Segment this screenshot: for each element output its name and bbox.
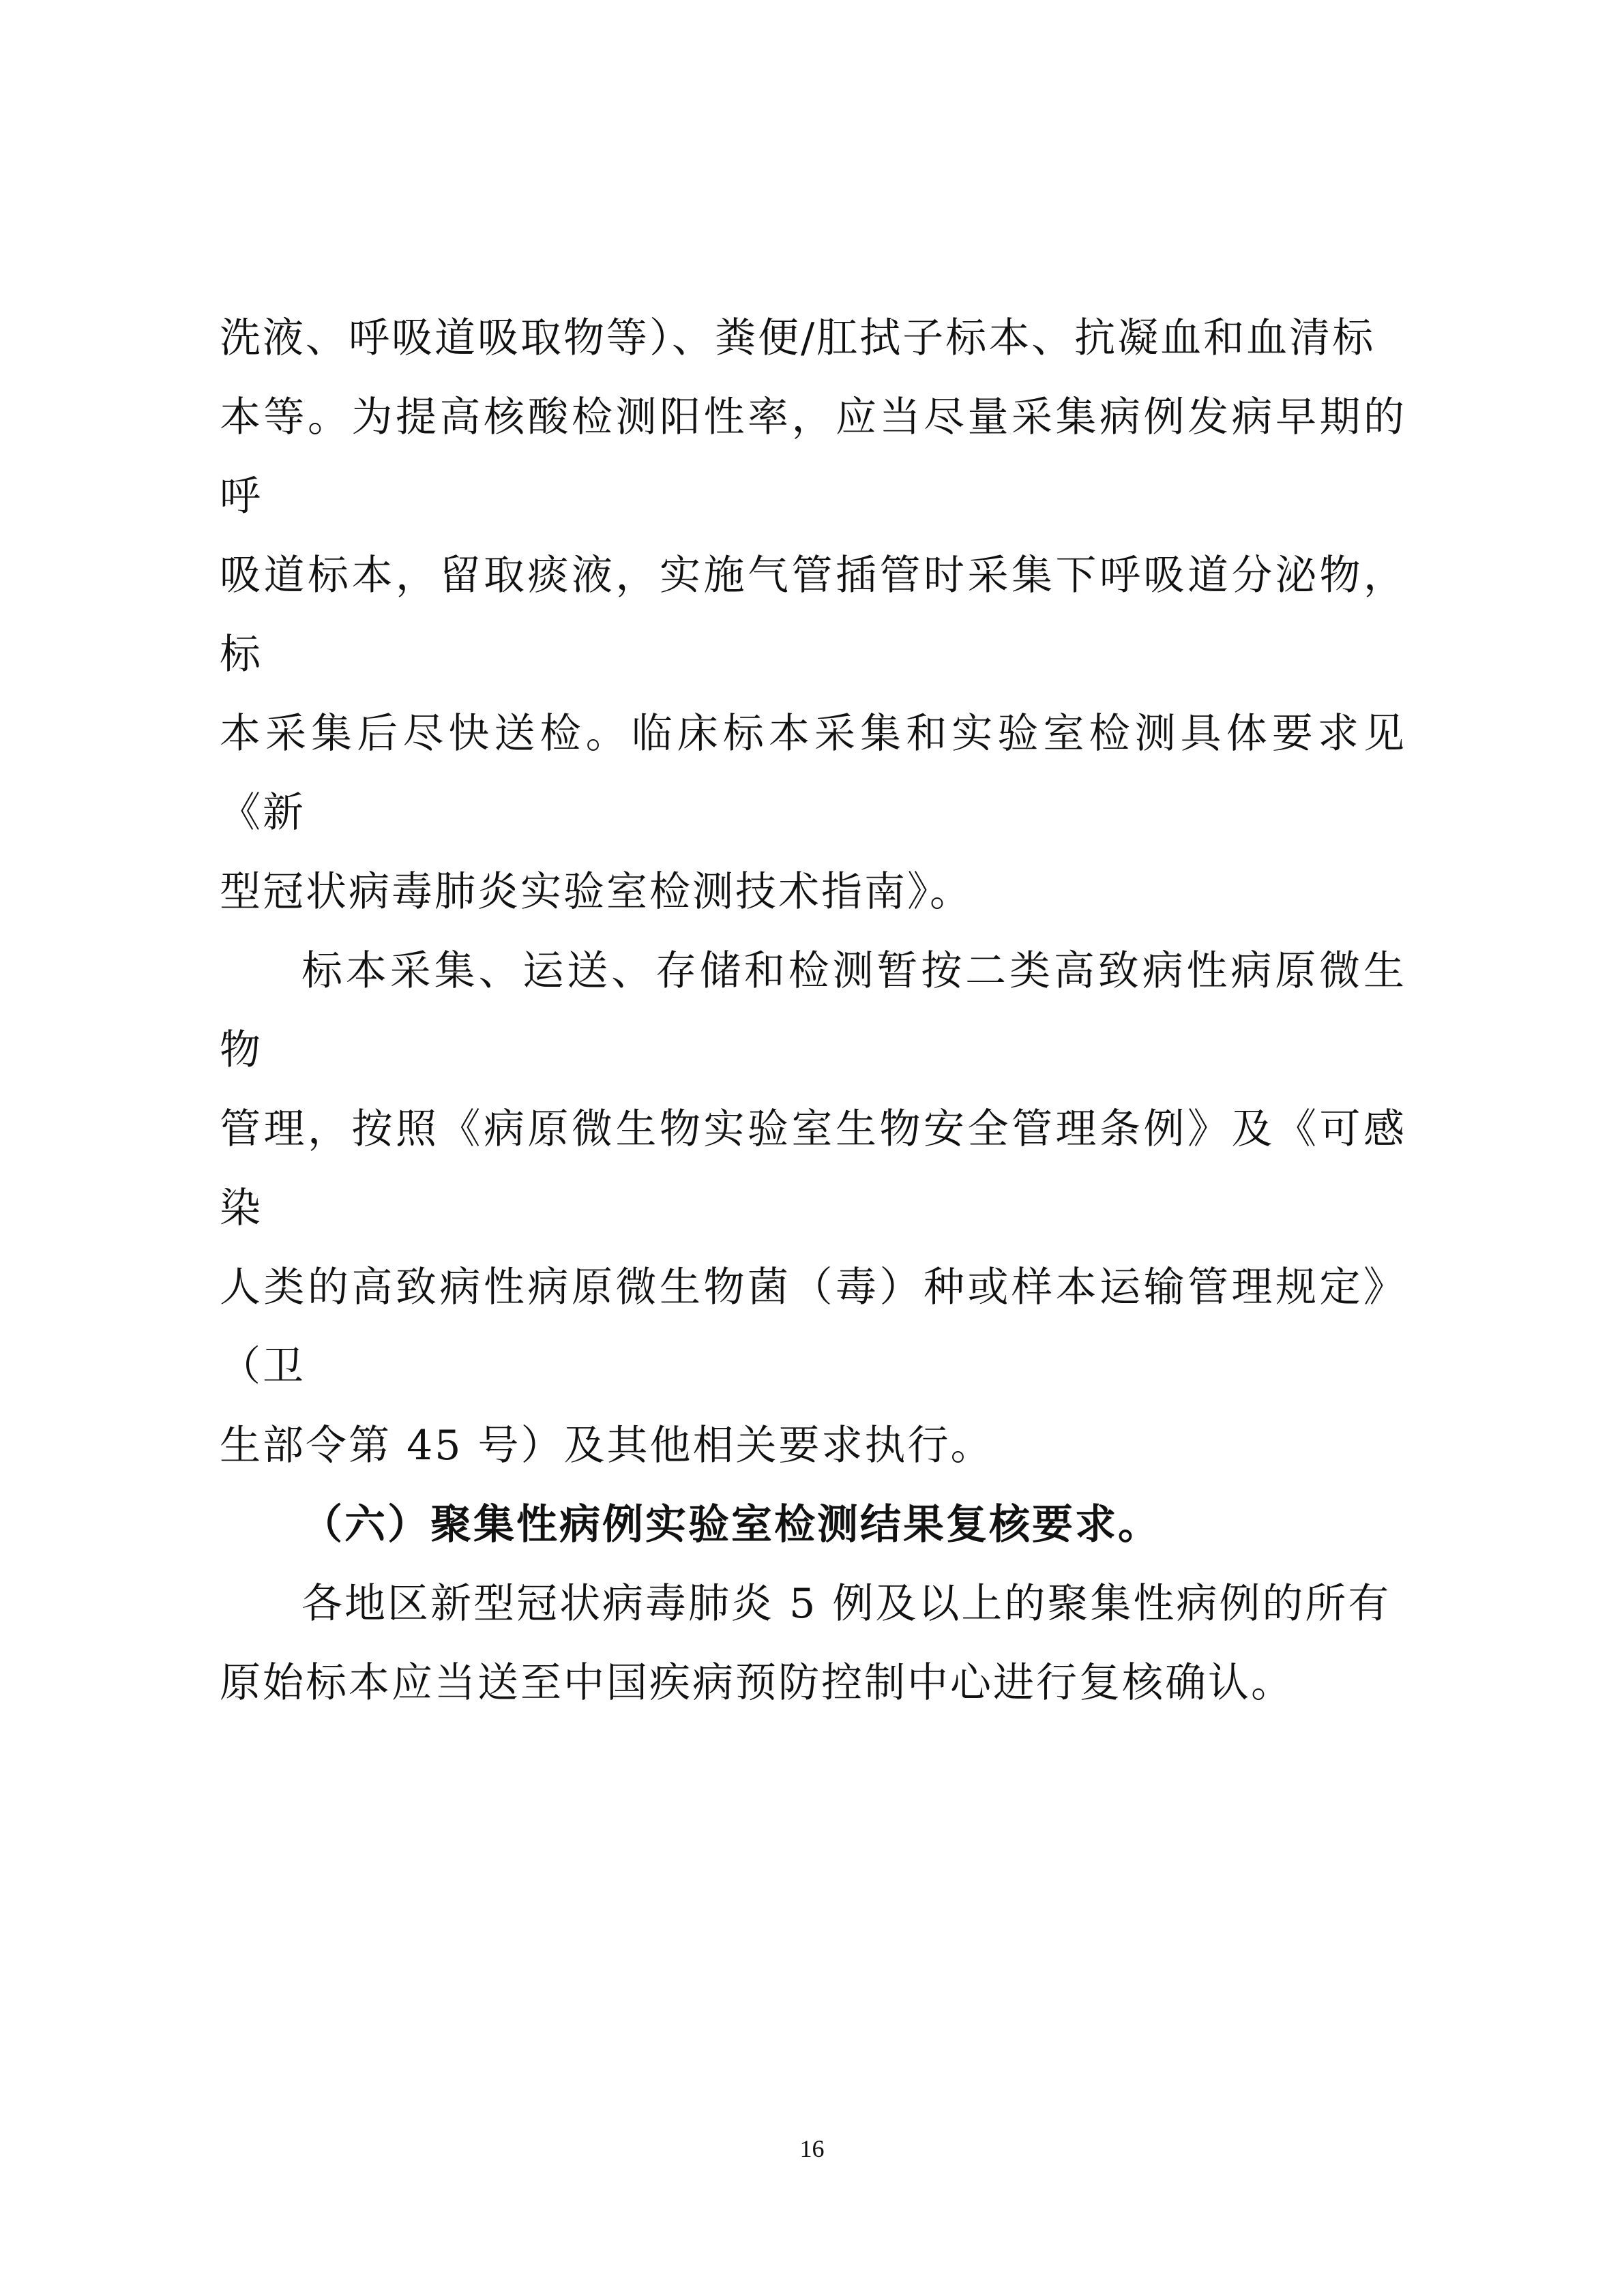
page-number: 16 [799, 2135, 825, 2162]
text-line: 原始标本应当送至中国疾病预防控制中心进行复核确认。 [220, 1659, 1294, 1707]
text-line: 本等。为提高核酸检测阳性率，应当尽量采集病例发病早期的呼 [220, 393, 1406, 520]
document-body [220, 299, 1406, 1723]
text-line: 型冠状病毒肺炎实验室检测技术指南》。 [220, 868, 973, 916]
text-line: 吸道标本，留取痰液，实施气管插管时采集下呼吸道分泌物，标 [220, 552, 1406, 679]
paragraph-biosafety-management [220, 931, 1406, 1485]
paragraph-specimen-types [220, 299, 1406, 931]
text-line: 各地区新型冠状病毒肺炎 5 例及以上的聚集性病例的所有 [301, 1580, 1391, 1628]
text-line: 标本采集、运送、存储和检测暂按二类高致病性病原微生物 [220, 947, 1406, 1074]
text-line: 生部令第 45 号）及其他相关要求执行。 [220, 1422, 994, 1470]
section-heading: （六）聚集性病例实验室检测结果复核要求。 [301, 1501, 1161, 1549]
paragraph-cluster-review [220, 1564, 1406, 1723]
text-line: 管理，按照《病原微生物实验室生物安全管理条例》及《可感染 [220, 1105, 1406, 1232]
text-line: 洗液、呼吸道吸取物等）、粪便/肛拭子标本、抗凝血和血清标 [220, 314, 1376, 362]
text-line: 人类的高致病性病原微生物菌（毒）种或样本运输管理规定》（卫 [220, 1264, 1406, 1390]
text-line: 本采集后尽快送检。临床标本采集和实验室检测具体要求见《新 [220, 710, 1406, 837]
